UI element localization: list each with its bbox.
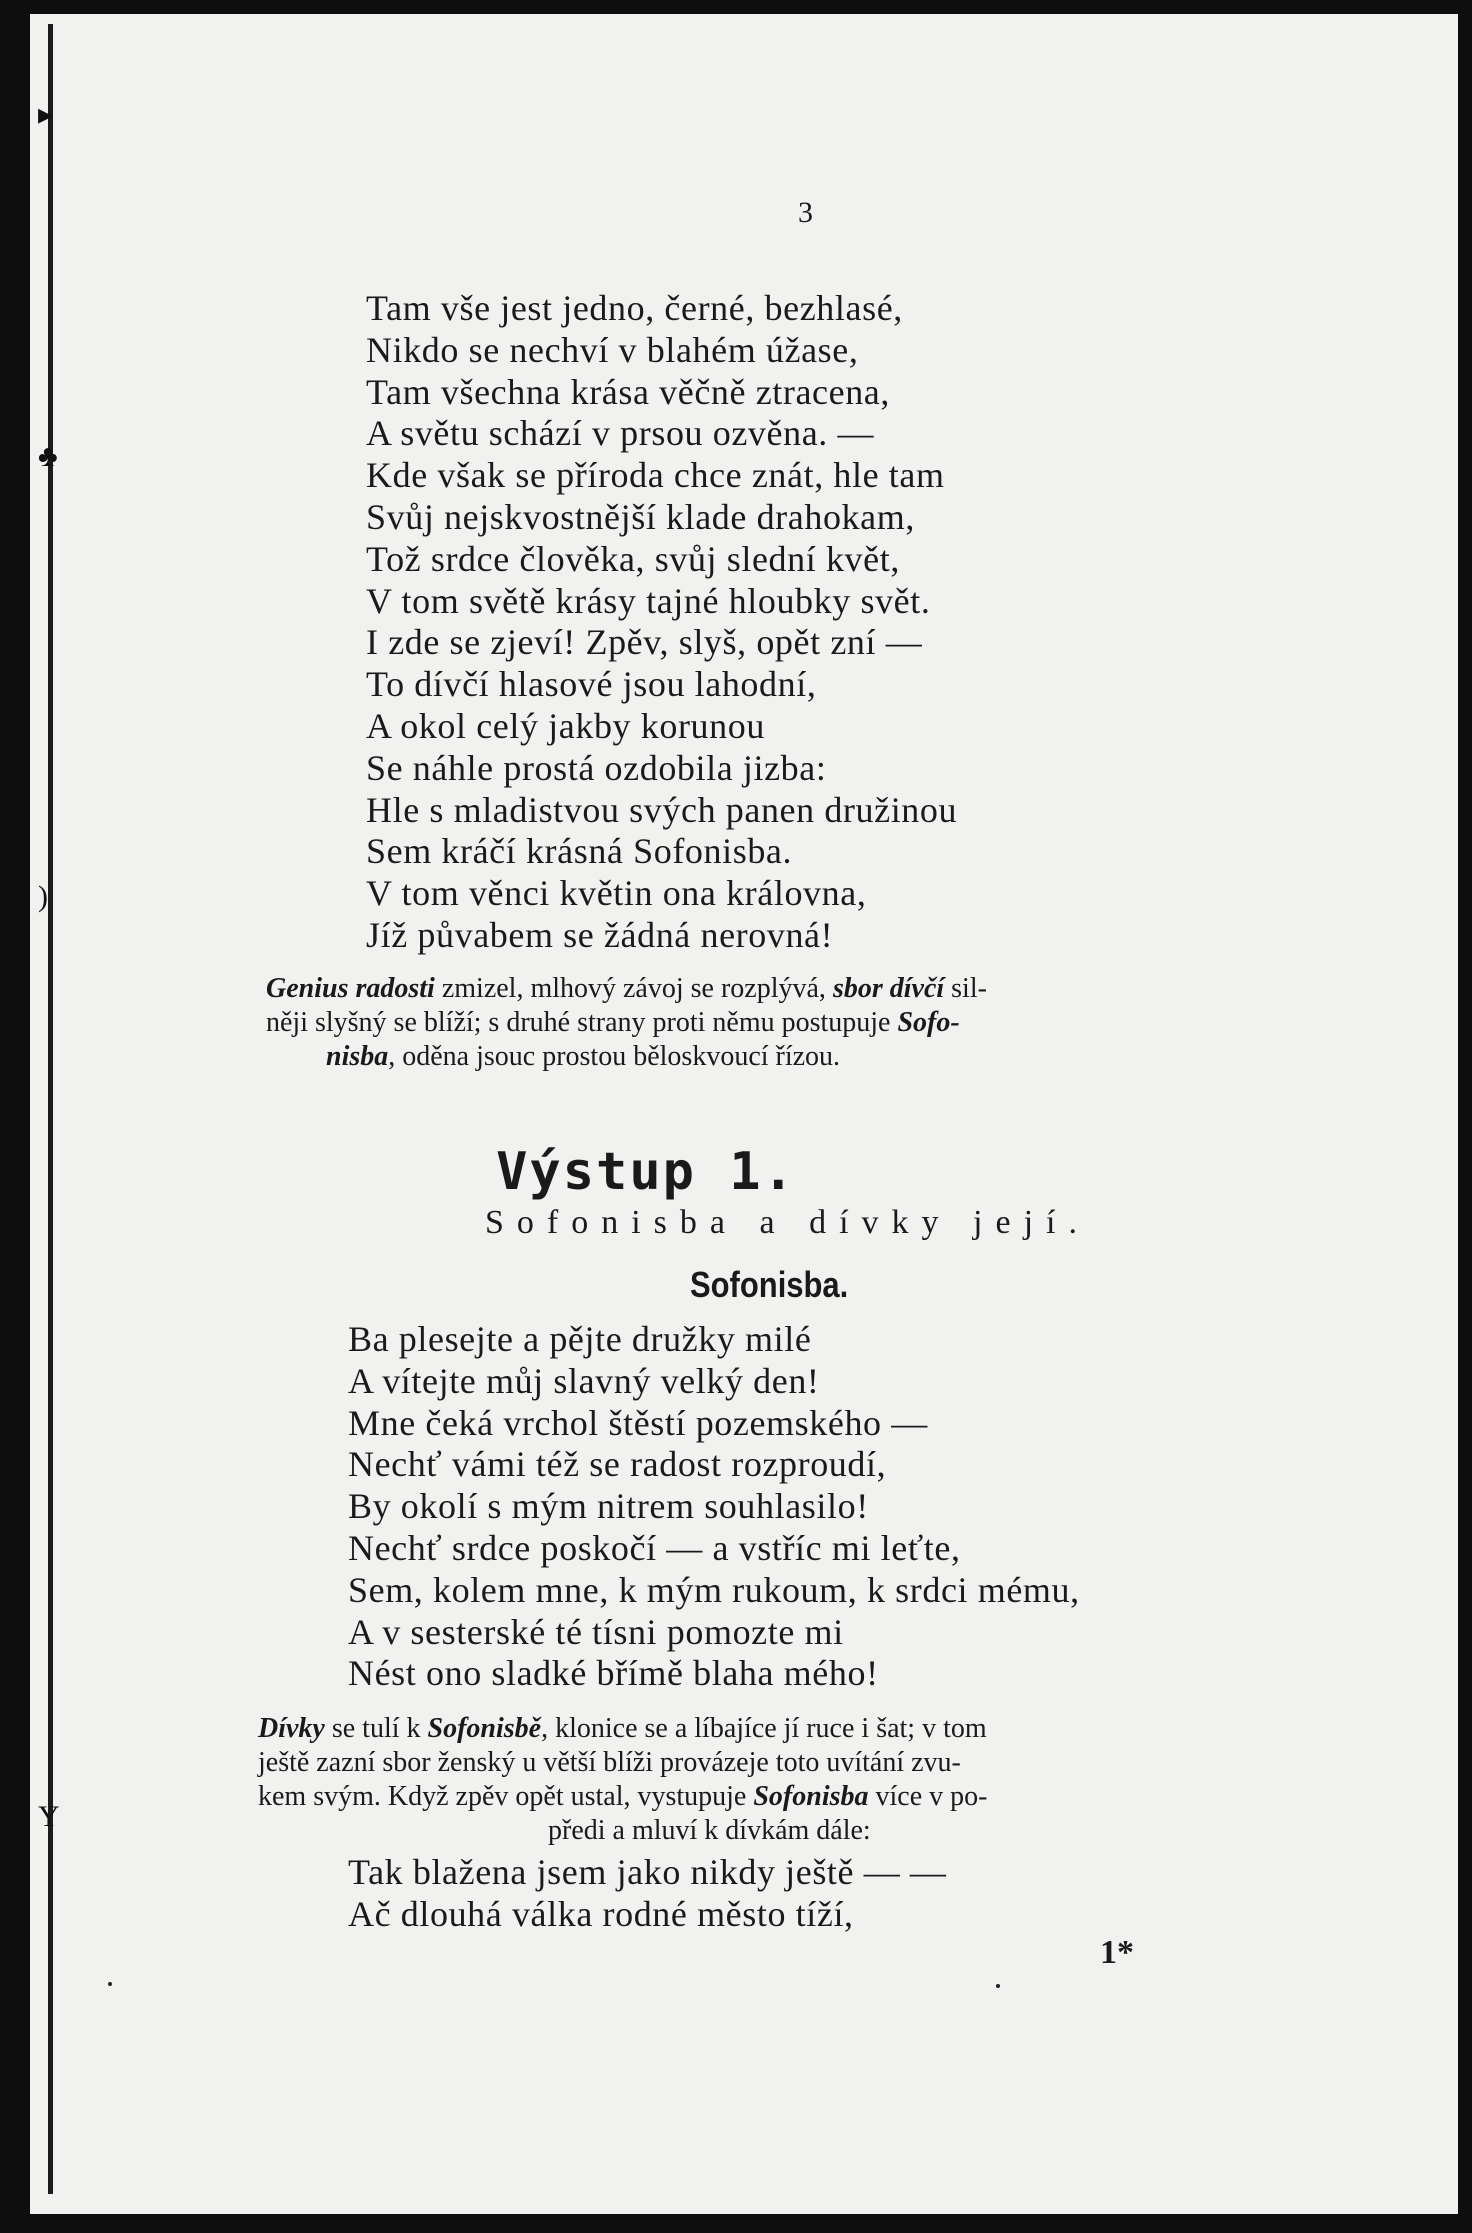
verse-line: Ač dlouhá válka rodné město tíží, (348, 1893, 854, 1934)
binding-mark-icon: Y (38, 1800, 60, 1833)
print-speck (996, 1984, 1000, 1988)
verse-line: Nikdo se nechví v blahém úžase, (366, 329, 859, 370)
stage-direction-1 (266, 972, 1334, 1074)
character-name: Sofonisba (753, 1781, 869, 1812)
verse-block-1 (366, 288, 1366, 957)
verse-line: V tom světě krásy tajné hloubky svět. (366, 580, 931, 621)
verse-line: Nechť srdce poskočí — a vstříc mi leťte, (348, 1527, 961, 1568)
verse-line: Jíž půvabem se žádná nerovná! (366, 914, 834, 955)
character-name: sbor dívčí (832, 973, 945, 1004)
stage-text: , klonice se a líbajíce jí ruce i šat; v tom (541, 1713, 987, 1744)
stage-line: ještě zazní sbor ženský u větší blíži provázeje toto uvítání zvu- (258, 1747, 961, 1778)
character-name: Sofo- (897, 1007, 960, 1038)
binding-mark-icon: ♣ (38, 440, 58, 473)
speaker-name: Sofonisba. (690, 1264, 849, 1305)
stage-text: kem svým. Když zpěv opět ustal, vystupuje (258, 1781, 754, 1812)
page-number: 3 (798, 196, 814, 229)
character-name: Sofonisbě (427, 1713, 542, 1744)
book-page (30, 14, 1458, 2214)
verse-line: Tam všechna krása věčně ztracena, (366, 371, 890, 412)
verse-line: Ba plesejte a pějte družky milé (348, 1319, 812, 1359)
stage-text: zmizel, mlhový závoj se rozplývá, (434, 973, 833, 1004)
verse-line: Mne čeká vrchol štěstí pozemského — (348, 1402, 928, 1443)
stage-text: , oděna jsouc prostou běloskvoucí řízou. (388, 1041, 841, 1072)
verse-line: Tak blažena jsem jako nikdy ještě — — (348, 1852, 947, 1892)
verse-line: Kde však se příroda chce znát, hle tam (366, 455, 945, 496)
stage-line (258, 1712, 1318, 1746)
character-name: nisba (326, 1041, 389, 1072)
character-name: Dívky (258, 1713, 325, 1744)
verse-line: Sem, kolem mne, k mým rukoum, k srdci mému, (348, 1569, 1080, 1610)
verse-line: Sem kráčí krásná Sofonisba. (366, 831, 793, 872)
stage-line (266, 1006, 1334, 1040)
verse-line: A vítejte můj slavný velký den! (348, 1360, 820, 1401)
verse-line: Hle s mladistvou svých panen družinou (366, 789, 958, 830)
verse-line: A okol celý jakby korunou (366, 705, 765, 746)
stage-text: se tulí k (324, 1713, 428, 1744)
stage-line (266, 972, 1334, 1006)
verse-line: Tož srdce člověka, svůj slední květ, (366, 538, 900, 579)
stage-line (258, 1780, 1318, 1814)
verse-line: V tom věnci květin ona královna, (366, 873, 867, 914)
stage-line (266, 1040, 1334, 1074)
scene-title: Výstup 1. (496, 1142, 796, 1202)
stage-text: sil- (944, 973, 987, 1004)
page-spine-edge (48, 24, 53, 2194)
stage-text: něji slyšný se blíží; s druhé strany proti němu postupuje (266, 1007, 898, 1038)
verse-block-2 (348, 1319, 1348, 1695)
stage-text: více v po- (868, 1781, 988, 1812)
verse-line: To dívčí hlasové jsou lahodní, (366, 664, 817, 705)
binding-mark-icon: ▸ (38, 98, 54, 131)
signature-mark: 1* (1100, 1934, 1134, 1971)
print-speck (108, 1982, 112, 1986)
verse-line: A světu schází v prsou ozvěna. — (366, 413, 875, 454)
stage-direction-2 (258, 1712, 1318, 1848)
verse-line: I zde se zjeví! Zpěv, slyš, opět zní — (366, 622, 923, 663)
verse-line: Nést ono sladké břímě blaha mého! (348, 1653, 879, 1694)
verse-line: Se náhle prostá ozdobila jizba: (366, 747, 827, 788)
scene-persons: Sofonisba a dívky její. (485, 1204, 1090, 1241)
verse-line: Tam vše jest jedno, černé, bezhlasé, (366, 288, 903, 328)
character-name: Genius radosti (266, 973, 435, 1004)
stage-line: předi a mluví k dívkám dále: (548, 1815, 871, 1846)
verse-line: Nechť vámi též se radost rozproudí, (348, 1444, 887, 1485)
binding-mark-icon: ) (38, 880, 48, 913)
verse-block-3 (348, 1852, 1348, 1936)
verse-line: Svůj nejskvostnější klade drahokam, (366, 496, 915, 537)
verse-line: By okolí s mým nitrem souhlasilo! (348, 1486, 869, 1527)
verse-line: A v sesterské té tísni pomozte mi (348, 1611, 844, 1652)
